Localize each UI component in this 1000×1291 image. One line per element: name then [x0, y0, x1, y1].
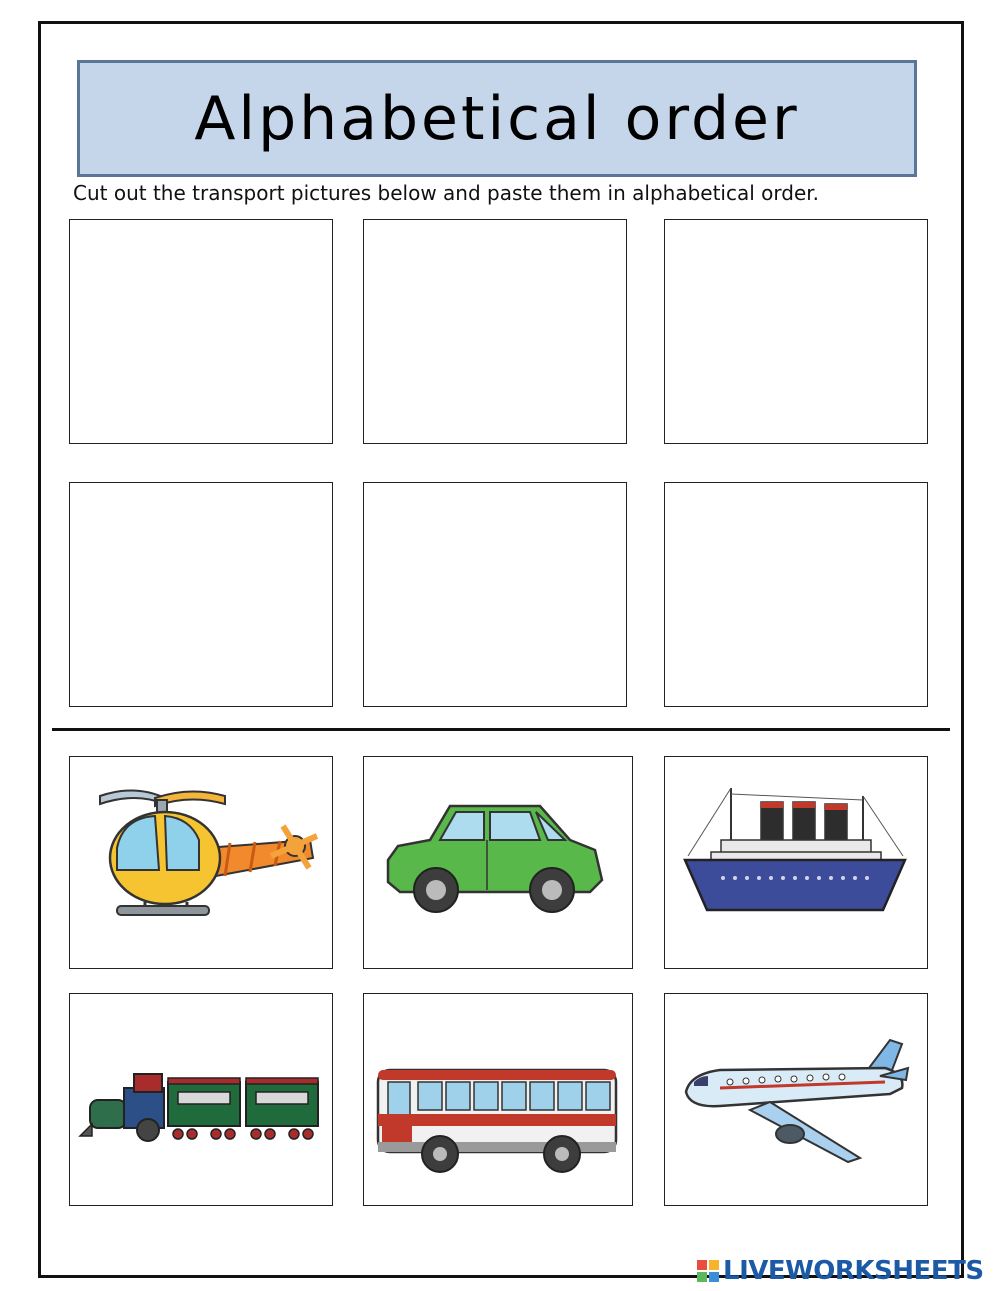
- divider-line: [52, 728, 950, 731]
- airplane-icon[interactable]: [680, 1038, 912, 1168]
- car-icon[interactable]: [380, 800, 608, 915]
- paste-box-1[interactable]: [69, 219, 333, 444]
- train-icon[interactable]: [78, 1070, 320, 1145]
- liveworksheets-logo-icon: [697, 1260, 719, 1282]
- bus-icon[interactable]: [374, 1066, 619, 1176]
- paste-box-3[interactable]: [664, 219, 928, 444]
- brand-text: LIVEWORKSHEETS: [723, 1256, 984, 1286]
- helicopter-icon[interactable]: [95, 778, 320, 918]
- paste-box-4[interactable]: [69, 482, 333, 707]
- instruction-text: Cut out the transport pictures below and paste them in alphabetical order.: [73, 181, 820, 205]
- ship-icon[interactable]: [683, 786, 908, 914]
- paste-box-6[interactable]: [664, 482, 928, 707]
- paste-box-2[interactable]: [363, 219, 627, 444]
- brand-watermark: [697, 1255, 984, 1287]
- paste-box-5[interactable]: [363, 482, 627, 707]
- page-title: Alphabetical order: [194, 83, 800, 154]
- title-banner: [77, 60, 917, 177]
